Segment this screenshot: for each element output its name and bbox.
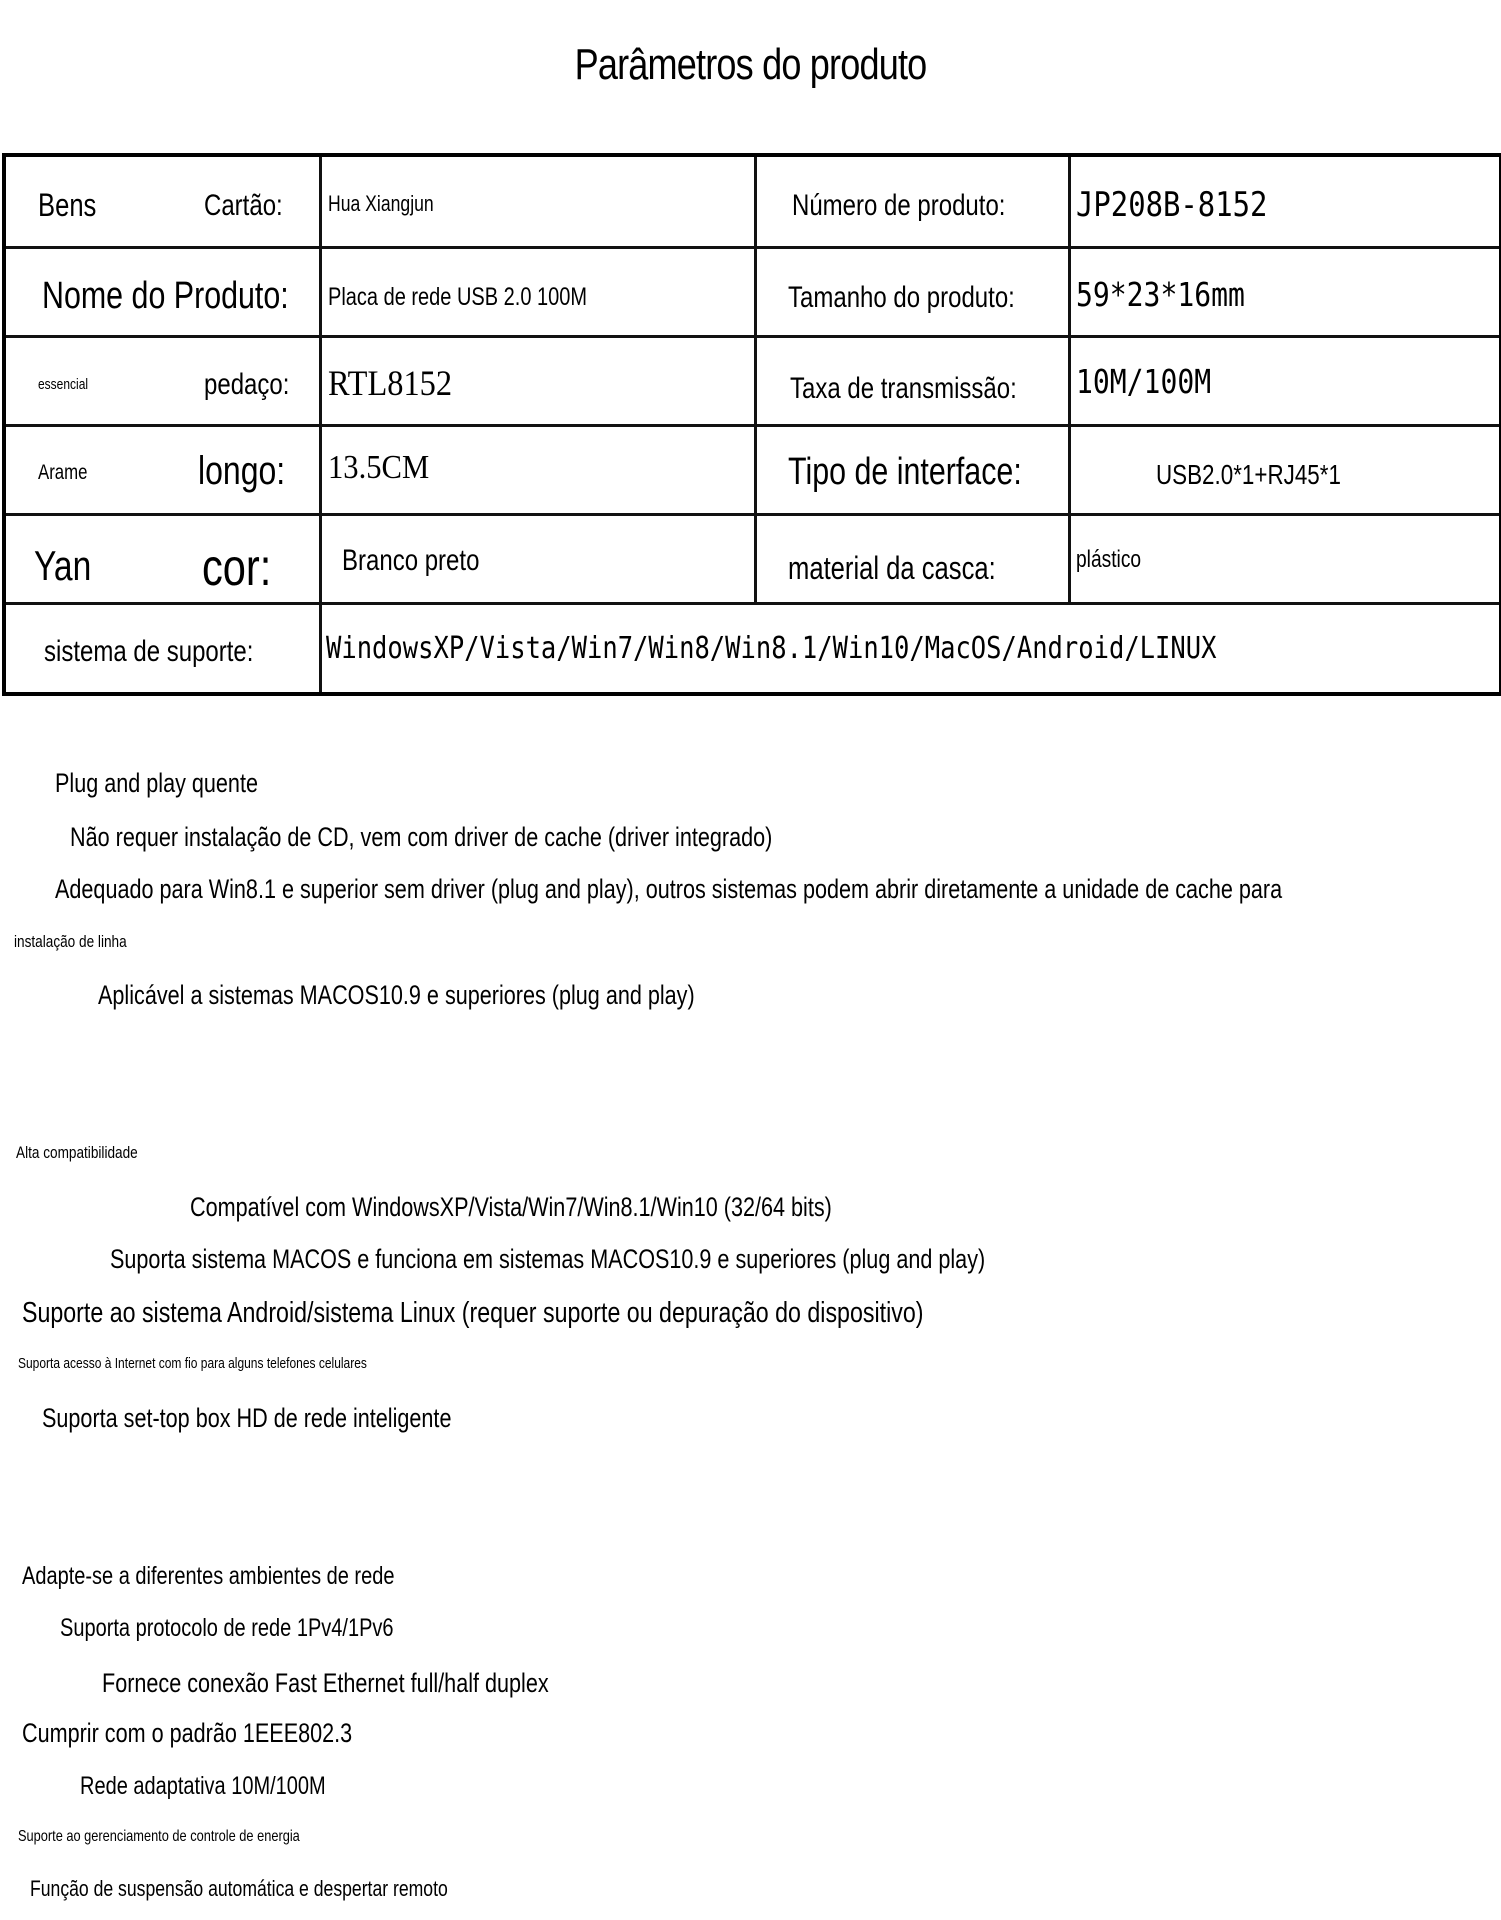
column-divider	[319, 157, 322, 692]
feature-line: Função de suspensão automática e despertar remoto	[30, 1876, 448, 1901]
feature-line: Fornece conexão Fast Ethernet full/half duplex	[102, 1668, 549, 1698]
feature-line: Suporte ao gerenciamento de controle de energia	[18, 1828, 300, 1845]
label-left: longo:	[198, 449, 286, 493]
value-product-size: 59*23*16mm	[1076, 275, 1245, 314]
feature-line: Suporta sistema MACOS e funciona em sistemas MACOS10.9 e superiores (plug and play)	[110, 1244, 986, 1274]
feature-line: Suporte ao sistema Android/sistema Linux (requer suporte ou depuração do dispositivo)	[22, 1297, 924, 1329]
value-cable-length: 13.5CM	[328, 449, 430, 486]
table-row	[6, 427, 1499, 516]
table-row	[6, 157, 1499, 249]
feature-line: Suporta protocolo de rede 1Pv4/1Pv6	[60, 1614, 394, 1642]
value-brand: Hua Xiangjun	[328, 191, 434, 216]
label-left-prefix: Yan	[34, 542, 92, 589]
value-support-system: WindowsXP/Vista/Win7/Win8/Win8.1/Win10/MacOS/Android/LINUX	[326, 631, 1217, 666]
table-row	[6, 338, 1499, 427]
table-row	[6, 249, 1499, 338]
feature-line: Suporta acesso à Internet com fio para alguns telefones celulares	[18, 1355, 367, 1372]
feature-line: Aplicável a sistemas MACOS10.9 e superiores (plug and play)	[98, 980, 695, 1010]
label-left: Cartão:	[204, 189, 283, 222]
feature-line: Suporta set-top box HD de rede inteligente	[42, 1403, 452, 1433]
feature-heading: Plug and play quente	[55, 768, 258, 798]
value-transmission-rate: 10M/100M	[1076, 362, 1212, 401]
page-title: Parâmetros do produto	[574, 40, 927, 89]
feature-heading: Adapte-se a diferentes ambientes de rede	[22, 1562, 395, 1590]
feature-line: Rede adaptativa 10M/100M	[80, 1772, 326, 1800]
value-product-name: Placa de rede USB 2.0 100M	[328, 283, 588, 311]
column-divider	[754, 157, 757, 605]
feature-heading: Alta compatibilidade	[16, 1143, 138, 1162]
label-left-prefix: Bens	[38, 187, 97, 223]
label-right: Taxa de transmissão:	[790, 372, 1017, 405]
column-divider	[1068, 157, 1071, 605]
product-parameters-table	[2, 153, 1501, 696]
value-color: Branco preto	[342, 544, 480, 577]
feature-line: Compatível com WindowsXP/Vista/Win7/Win8.1/Win10 (32/64 bits)	[190, 1192, 832, 1222]
feature-line: Não requer instalação de CD, vem com driver de cache (driver integrado)	[70, 822, 773, 852]
label-left-prefix: essencial	[38, 376, 89, 393]
value-product-number: JP208B-8152	[1076, 185, 1268, 225]
feature-line: Cumprir com o padrão 1EEE802.3	[22, 1718, 353, 1748]
value-chip: RTL8152	[328, 363, 453, 403]
label-right: Tamanho do produto:	[788, 281, 1015, 314]
feature-line: Adequado para Win8.1 e superior sem driver (plug and play), outros sistemas podem abrir diretamente a unidade de cache para	[55, 874, 1283, 904]
value-interface-type: USB2.0*1+RJ45*1	[1156, 459, 1341, 490]
label-left-prefix: Arame	[38, 461, 88, 484]
table-row	[6, 516, 1499, 605]
label-left: pedaço:	[204, 368, 290, 401]
label-left: Nome do Produto:	[42, 275, 289, 317]
label-left: cor:	[202, 539, 272, 597]
label-right: Tipo de interface:	[788, 451, 1022, 493]
label-right: material da casca:	[788, 550, 996, 586]
value-shell-material: plástico	[1076, 546, 1142, 573]
label-support-system: sistema de suporte:	[44, 635, 254, 668]
table-row-support-system	[6, 605, 1499, 692]
feature-line: instalação de linha	[14, 932, 127, 951]
label-right: Número de produto:	[792, 189, 1006, 222]
